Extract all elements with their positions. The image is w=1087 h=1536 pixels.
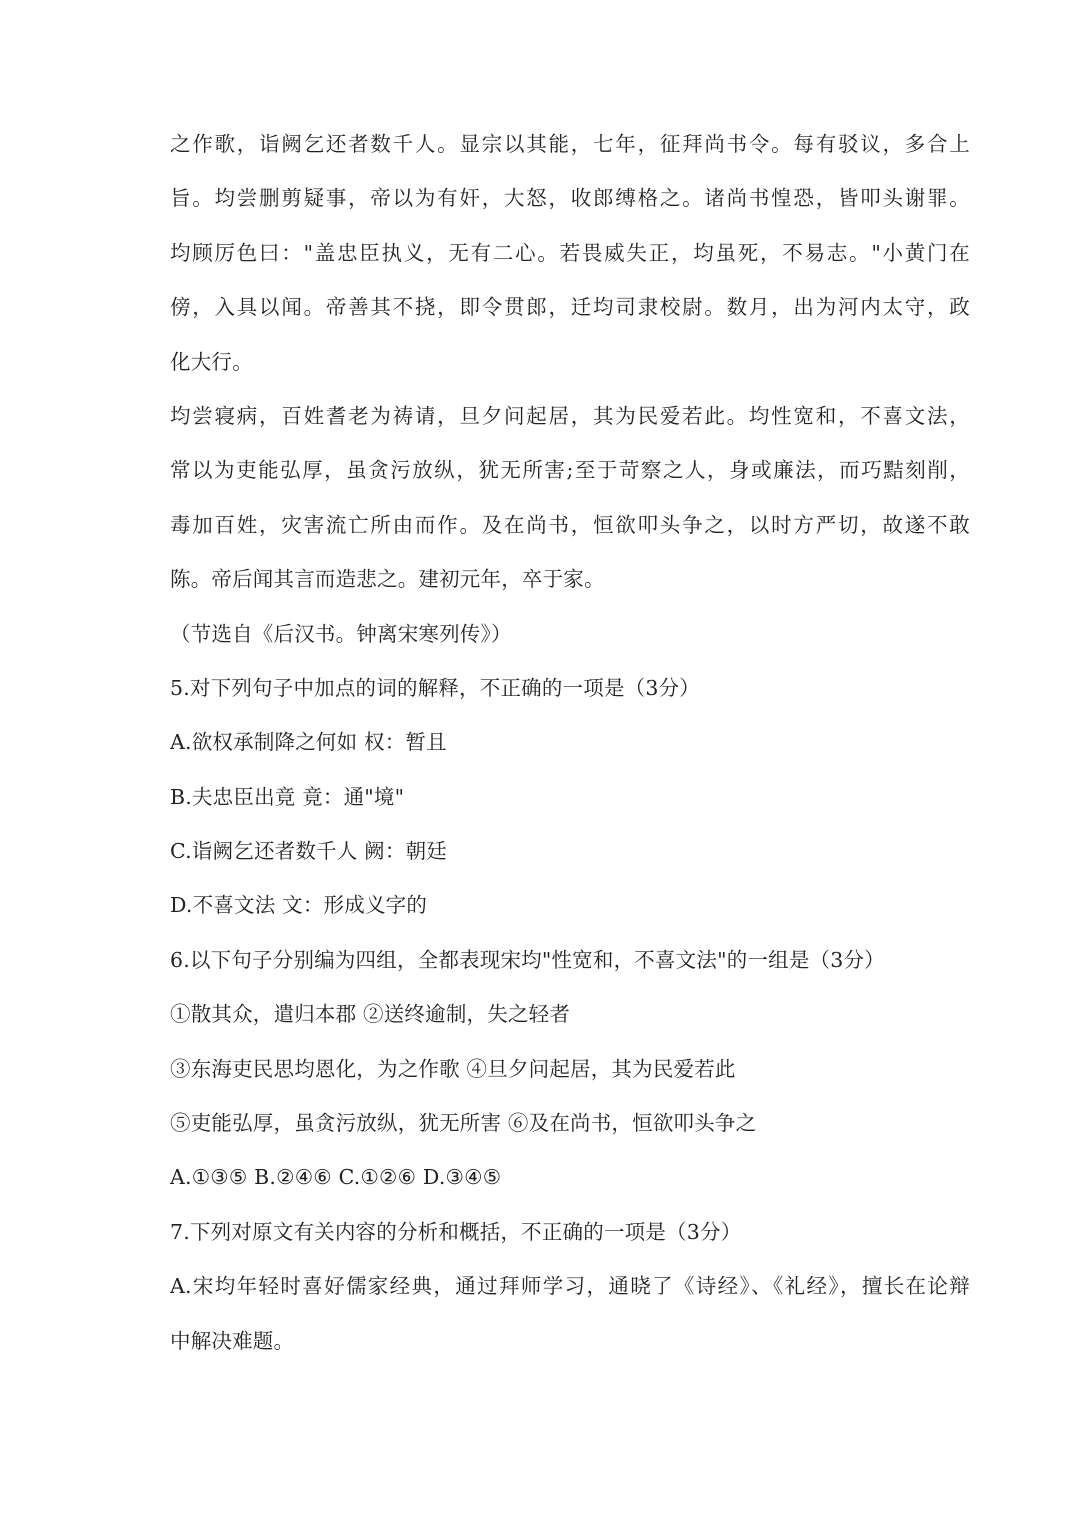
text-line: 均顾厉色曰："盖忠臣执义，无有二心。若畏威失正，均虽死，不易志。"小黄门在 <box>170 240 970 265</box>
option-c: C.诣阙乞还者数千人 阙：朝廷 <box>170 839 447 864</box>
question-stem: 7.下列对原文有关内容的分析和概括，不正确的一项是（3分） <box>170 1219 742 1244</box>
sentence-items: ①散其众，遣归本郡 ②送终逾制，失之轻者 <box>170 1002 571 1027</box>
text-line: 旨。均尝删剪疑事，帝以为有奸，大怒，收郎缚格之。诸尚书惶恐，皆叩头谢罪。 <box>170 186 970 211</box>
passage-paragraph-2 <box>170 389 970 607</box>
question-7 <box>170 1205 970 1368</box>
question-stem: 6.以下句子分别编为四组，全都表现宋均"性宽和，不喜文法"的一组是（3分） <box>170 947 885 972</box>
option-b: B.夫忠臣出竟 竟：通"境" <box>170 784 405 809</box>
question-5 <box>170 661 970 933</box>
text-line: 化大行。 <box>170 349 253 374</box>
text-line: 均尝寝病，百姓耆老为祷请，旦夕问起居，其为民爱若此。均性宽和，不喜文法， <box>170 403 970 428</box>
question-6 <box>170 933 970 1205</box>
text-line: 常以为吏能弘厚，虽贪污放纵，犹无所害;至于苛察之人，身或廉法，而巧黠刻削， <box>170 458 970 483</box>
text-line: 毒加百姓，灾害流亡所由而作。及在尚书，恒欲叩头争之，以时方严切，故遂不敢 <box>170 512 970 537</box>
text-line: 陈。帝后闻其言而造悲之。建初元年，卒于家。 <box>170 567 605 592</box>
option-a: A.宋均年轻时喜好儒家经典，通过拜师学习，通晓了《诗经》、《礼经》，擅长在论辩 <box>170 1274 970 1299</box>
answer-choices: A.①③⑤ B.②④⑥ C.①②⑥ D.③④⑤ <box>170 1165 502 1190</box>
option-d: D.不喜文法 文：形成义字的 <box>170 893 428 918</box>
text-line: 傍，入具以闻。帝善其不挠，即令贯郎，迁均司隶校尉。数月，出为河内太守，政 <box>170 295 970 320</box>
sentence-items: ⑤吏能弘厚，虽贪污放纵，犹无所害 ⑥及在尚书，恒欲叩头争之 <box>170 1111 757 1136</box>
text-line: 之作歌，诣阙乞还者数千人。显宗以其能，七年，征拜尚书令。每有驳议，多合上 <box>170 132 970 156</box>
option-a: A.欲权承制降之何如 权：暂且 <box>170 730 447 755</box>
passage-source: （节选自《后汉书。钟离宋寒列传》） <box>170 621 512 646</box>
passage-paragraph-1 <box>170 117 970 389</box>
document-page <box>170 117 970 1368</box>
sentence-items: ③东海吏民思均恩化，为之作歌 ④旦夕问起居，其为民爱若此 <box>170 1056 736 1081</box>
option-a-continued: 中解决难题。 <box>170 1328 295 1353</box>
question-stem: 5.对下列句子中加点的词的解释，不正确的一项是（3分） <box>170 675 701 700</box>
